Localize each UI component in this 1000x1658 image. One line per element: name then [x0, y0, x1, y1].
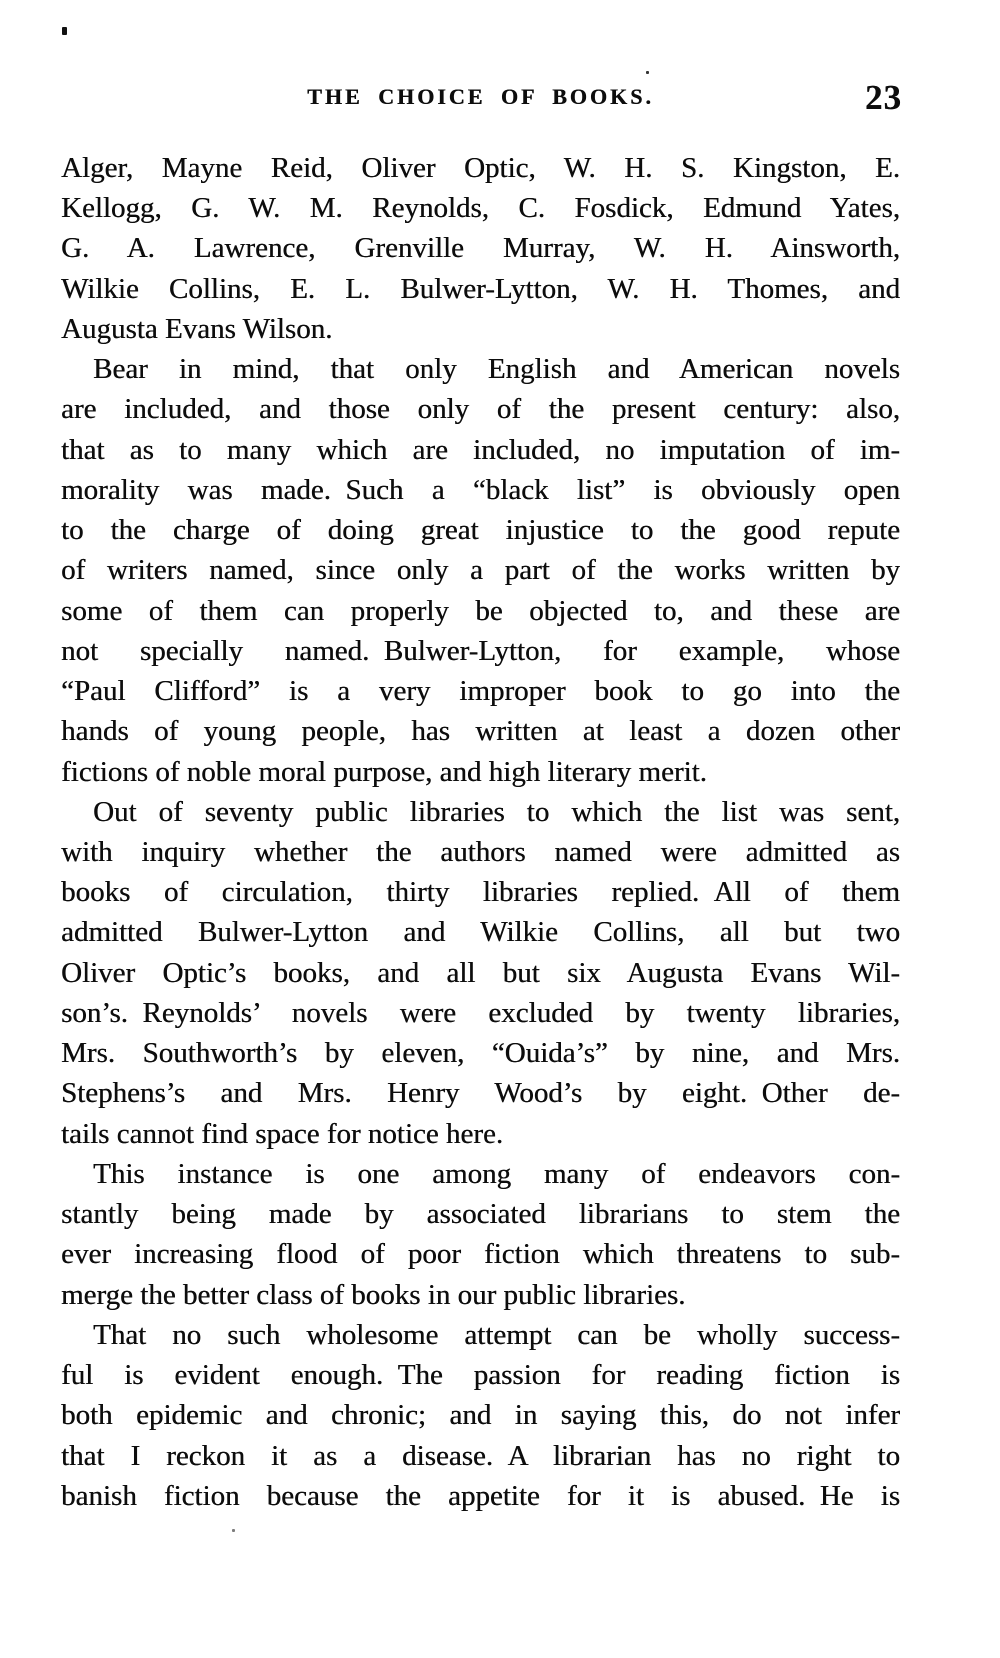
text-line: “Paul Clifford” is a very improper book to go into the	[61, 675, 900, 708]
paragraph	[61, 1315, 900, 1516]
running-title: THE CHOICE OF BOOKS.	[307, 84, 654, 109]
text-line: Kellogg, G. W. M. Reynolds, C. Fosdick, Edmund Yates,	[61, 192, 900, 225]
text-line: fictions of noble moral purpose, and high literary merit.	[61, 755, 707, 788]
text-line: that I reckon it as a disease. A librarian has no right to	[61, 1439, 900, 1472]
text-line: Bear in mind, that only English and American novels	[93, 353, 900, 386]
text-line: G. A. Lawrence, Grenville Murray, W. H. Ainsworth,	[61, 232, 900, 265]
text-line: of writers named, since only a part of the works written by	[61, 554, 900, 587]
text-line: ever increasing flood of poor fiction which threatens to sub-	[61, 1238, 900, 1271]
paragraph	[61, 1154, 900, 1315]
text-line: Wilkie Collins, E. L. Bulwer-Lytton, W. H. Thomes, and	[61, 272, 900, 305]
scan-speck	[232, 1529, 235, 1532]
text-line: Out of seventy public libraries to which the list was sent,	[93, 795, 900, 828]
scan-speck	[62, 27, 67, 35]
text-line: books of circulation, thirty libraries replied. All of them	[61, 876, 900, 909]
text-line: hands of young people, has written at least a dozen other	[61, 715, 900, 748]
text-line: admitted Bulwer-Lytton and Wilkie Collins, all but two	[61, 916, 900, 949]
text-line: Alger, Mayne Reid, Oliver Optic, W. H. S. Kingston, E.	[61, 152, 900, 184]
text-line: that as to many which are included, no imputation of im-	[61, 433, 900, 466]
text-block	[61, 148, 900, 1516]
paragraph	[61, 349, 900, 792]
paragraph	[61, 792, 900, 1154]
scan-speck	[646, 71, 649, 74]
text-line: Oliver Optic’s books, and all but six Augusta Evans Wil-	[61, 956, 900, 989]
text-line: some of them can properly be objected to, and these are	[61, 594, 900, 627]
text-line: merge the better class of books in our public libraries.	[61, 1278, 686, 1311]
text-line: morality was made. Such a “black list” is obviously open	[61, 473, 900, 506]
text-line: That no such wholesome attempt can be wholly success-	[93, 1318, 900, 1351]
text-line: ful is evident enough. The passion for reading fiction is	[61, 1359, 900, 1392]
text-line: son’s. Reynolds’ novels were excluded by twenty libraries,	[61, 996, 900, 1029]
text-line: to the charge of doing great injustice to the good repute	[61, 514, 900, 547]
text-line: This instance is one among many of endeavors con-	[93, 1157, 900, 1190]
page-header	[61, 78, 902, 118]
text-line: are included, and those only of the present century: also,	[61, 393, 900, 426]
text-line: both epidemic and chronic; and in saying this, do not infer	[61, 1399, 900, 1432]
text-line: Augusta Evans Wilson.	[61, 312, 333, 345]
page-number: 23	[865, 78, 902, 117]
text-line: stantly being made by associated librarians to stem the	[61, 1198, 900, 1231]
text-line: not specially named. Bulwer-Lytton, for example, whose	[61, 634, 900, 667]
text-line: tails cannot find space for notice here.	[61, 1117, 504, 1150]
text-line: Mrs. Southworth’s by eleven, “Ouida’s” by nine, and Mrs.	[61, 1037, 900, 1070]
text-line: Stephens’s and Mrs. Henry Wood’s by eight. Other de-	[61, 1077, 900, 1110]
paragraph	[61, 148, 900, 349]
text-line: banish fiction because the appetite for it is abused. He is	[61, 1479, 900, 1512]
text-line: with inquiry whether the authors named were admitted as	[61, 835, 900, 868]
